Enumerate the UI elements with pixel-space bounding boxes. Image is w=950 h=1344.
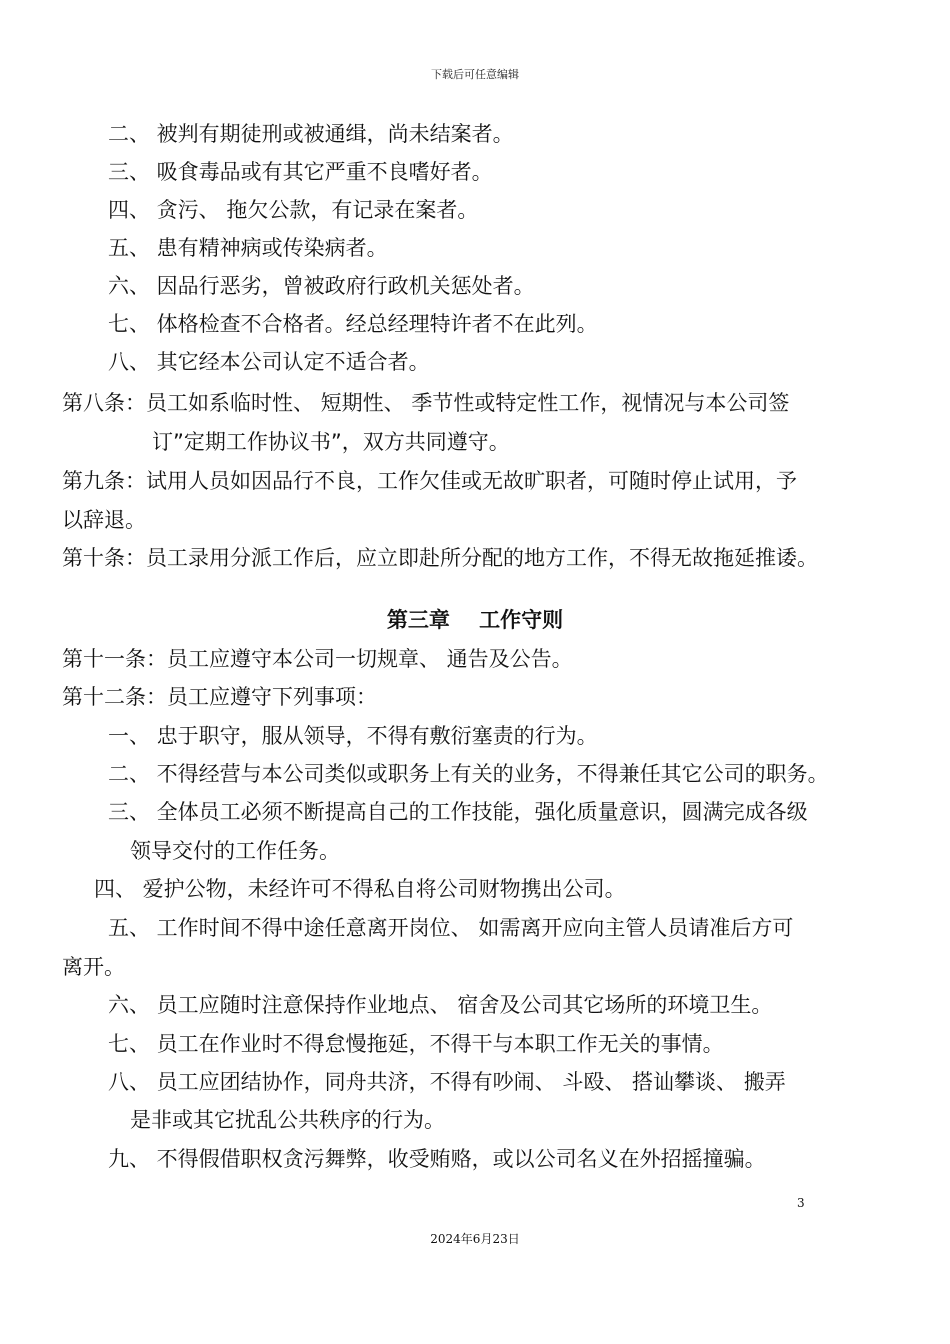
article-10: 第十条：员工录用分派工作后，应立即赴所分配的地方工作，不得无故拖延推诿。 [62, 546, 818, 570]
list-item: 八、 员工应团结协作，同舟共济，不得有吵闹、 斗殴、 搭讪攀谈、 搬弄 [108, 1070, 786, 1094]
list-item: 一、 忠于职守，服从领导，不得有敷衍塞责的行为。 [108, 724, 598, 748]
article-9: 第九条：试用人员如因品行不良，工作欠佳或无故旷职者，可随时停止试用，予 [62, 469, 797, 493]
page-number: 3 [797, 1196, 805, 1210]
list-item: 四、 爱护公物，未经许可不得私自将公司财物携出公司。 [94, 877, 626, 901]
list-item: 六、 因品行恶劣，曾被政府行政机关惩处者。 [108, 274, 535, 298]
list-item: 七、 员工在作业时不得怠慢拖延，不得干与本职工作无关的事情。 [108, 1032, 724, 1056]
list-item-cont: 领导交付的工作任务。 [130, 839, 340, 863]
page-header: 下载后可任意编辑 [431, 68, 519, 81]
article-9-cont: 以辞退。 [62, 508, 146, 532]
list-item-cont: 离开。 [62, 955, 125, 979]
article-12: 第十二条：员工应遵守下列事项： [62, 685, 377, 709]
article-8-cont: 订”定期工作协议书”，双方共同遵守。 [152, 430, 510, 454]
list-item: 六、 员工应随时注意保持作业地点、 宿舍及公司其它场所的环境卫生。 [108, 993, 773, 1017]
list-item: 五、 患有精神病或传染病者。 [108, 236, 388, 260]
list-item: 二、 不得经营与本公司类似或职务上有关的业务，不得兼任其它公司的职务。 [108, 762, 829, 786]
list-item: 三、 全体员工必须不断提高自己的工作技能，强化质量意识，圆满完成各级 [108, 800, 808, 824]
list-item: 四、 贪污、 拖欠公款，有记录在案者。 [108, 198, 479, 222]
list-item: 二、 被判有期徒刑或被通缉，尚未结案者。 [108, 122, 514, 146]
list-item: 八、 其它经本公司认定不适合者。 [108, 350, 430, 374]
chapter-title: 第三章 工作守则 [386, 608, 564, 632]
article-11: 第十一条：员工应遵守本公司一切规章、 通告及公告。 [62, 647, 573, 671]
article-8: 第八条：员工如系临时性、 短期性、 季节性或特定性工作，视情况与本公司签 [62, 391, 790, 415]
list-item-cont: 是非或其它扰乱公共秩序的行为。 [130, 1108, 445, 1132]
list-item: 五、 工作时间不得中途任意离开岗位、 如需离开应向主管人员请准后方可 [108, 916, 794, 940]
list-item: 九、 不得假借职权贪污舞弊，收受贿赂，或以公司名义在外招摇撞骗。 [108, 1147, 766, 1171]
list-item: 七、 体格检查不合格者。经总经理特许者不在此列。 [108, 312, 598, 336]
list-item: 三、 吸食毒品或有其它严重不良嗜好者。 [108, 160, 493, 184]
footer-date: 2024年6月23日 [430, 1232, 520, 1246]
